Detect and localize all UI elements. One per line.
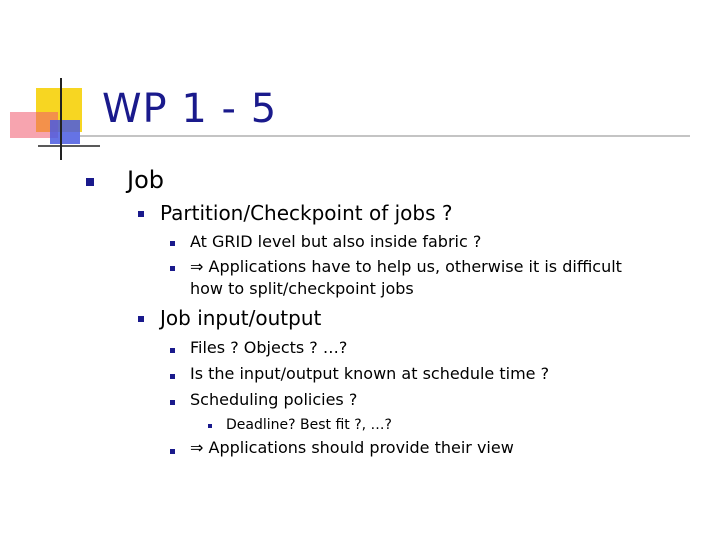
bullet-files-objects: Files ? Objects ? …? xyxy=(190,338,348,357)
bullet-apps-help-line2: how to split/checkpoint jobs xyxy=(190,279,414,298)
bullet-square-icon xyxy=(170,241,175,246)
bullet-square-icon xyxy=(170,348,175,353)
bullet-job-io: Job input/output xyxy=(160,306,322,330)
bullet-square-icon xyxy=(86,178,94,186)
bullet-grid-level: At GRID level but also inside fabric ? xyxy=(190,232,482,251)
slide-title: WP 1 - 5 xyxy=(102,86,278,132)
bullet-square-icon xyxy=(208,424,212,428)
bullet-job: Job xyxy=(127,166,164,194)
deco-blue-square xyxy=(50,120,80,144)
bullet-square-icon xyxy=(170,449,175,454)
bullet-apps-help-line1: ⇒ Applications have to help us, otherwise it is difficult xyxy=(190,257,622,276)
bullet-deadline: Deadline? Best fit ?, …? xyxy=(226,417,392,433)
bullet-apps-view: ⇒ Applications should provide their view xyxy=(190,438,514,457)
bullet-square-icon xyxy=(138,316,144,322)
bullet-square-icon xyxy=(170,374,175,379)
bullet-square-icon xyxy=(138,211,144,217)
bullet-square-icon xyxy=(170,266,175,271)
bullet-io-known: Is the input/output known at schedule time ? xyxy=(190,364,550,383)
bullet-partition: Partition/Checkpoint of jobs ? xyxy=(160,201,453,225)
bullet-square-icon xyxy=(170,400,175,405)
bullet-scheduling: Scheduling policies ? xyxy=(190,390,358,409)
